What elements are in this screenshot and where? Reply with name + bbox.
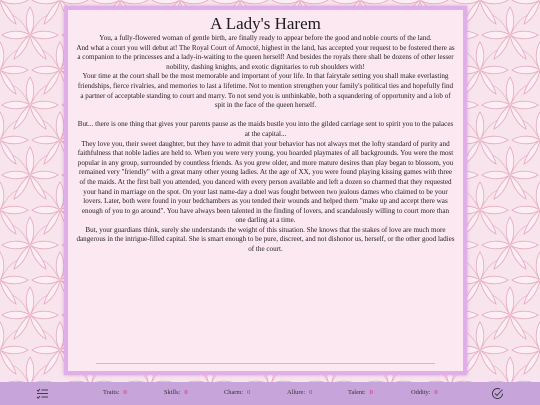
story-panel bbox=[64, 6, 467, 375]
stat-value: 0 bbox=[247, 389, 251, 396]
stat-label: Oddity: bbox=[411, 389, 431, 396]
stat-value: 0 bbox=[309, 389, 313, 396]
stat-label: Traits: bbox=[103, 389, 120, 396]
story-paragraph: They love you, their sweet daughter, but they have to admit that your behavior has not always met the lofty standard of purity and faithfulness that noble ladies are held to. When you were very young, you hoarded playmates of all backgrounds. You were the most popular in any group, surrounded by countless friends. As you grew older, and more mature desires than play began to blossom, you remained very "friendly" with a great many other young ladies. At the age of XX, you were found playing kissing games with three of the maids. At the first ball you attended, you danced with every person available and left a dozen so charmed that they requested your hand in marriage on the spot. On your last name-day a duel was fought between two jealous dames who claimed to be your lovers. Later, both were found in your bedchambers as you tended their wounds and helped them "make up and accept there was enough of you to go around". You have always been talented in the finding of lovers, and scandalously willing to court more than one darling at a time. bbox=[77, 139, 454, 225]
divider bbox=[96, 363, 435, 364]
stat-oddity bbox=[411, 389, 438, 396]
stats-bar bbox=[0, 382, 540, 405]
story-paragraph: You, a fully-flowered woman of gentle birth, are finally ready to appear before the good and noble courts of the land. bbox=[99, 34, 432, 42]
story-paragraph: Your time at the court shall be the most memorable and important of your life. In that fairytale setting you shall make everlasting friendships, fierce rivalries, and memories to last a lifetime. Not to mention strengthen your family's political ties and hopefully find a partner of acceptable standing to court and marry. To not send you is unthinkable, both a squandering of opportunity and a lob of spit in the face of the queen herself. bbox=[77, 72, 454, 110]
stat-label: Charm: bbox=[224, 389, 244, 396]
story-text bbox=[76, 34, 455, 255]
stat-label: Talent: bbox=[348, 389, 366, 396]
stat-value: 0 bbox=[123, 389, 127, 396]
story-paragraph: But, your guardians think, surely she understands the weight of this situation. She knows that the stakes of love are much more dangerous in the intrigue-filled capital. She is smart enough to be pure, discreet, and not dishonor us, herself, or the other good ladies of the court. bbox=[76, 225, 455, 254]
stat-value: 0 bbox=[184, 389, 188, 396]
stat-skills bbox=[164, 389, 188, 396]
story-paragraph: And what a court you will debut at! The Royal Court of Amocté, highest in the land, has accepted your request to be fostered there as a companion to the princesses and a lady-in-waiting to the queen herself! And besides the royals there shall be dozens of other lesser nobility, dashing knights, and exotic dignitaries to rub shoulders with! bbox=[76, 43, 455, 71]
story-paragraph: But... there is one thing that gives your parents pause as the maids bustle you into the gilded carriage sent to spirit you to the palaces at the capital... bbox=[77, 120, 454, 138]
stat-allure bbox=[287, 389, 312, 396]
stat-label: Allure: bbox=[287, 389, 306, 396]
check-circle-icon[interactable] bbox=[490, 386, 504, 400]
stat-traits bbox=[103, 389, 127, 396]
stat-value: 0 bbox=[434, 389, 438, 396]
stat-label: Skills: bbox=[164, 389, 181, 396]
stat-charm bbox=[224, 389, 250, 396]
page-title: A Lady's Harem bbox=[210, 14, 321, 33]
checklist-icon[interactable] bbox=[35, 386, 49, 400]
stat-talent bbox=[348, 389, 373, 396]
stat-value: 0 bbox=[369, 389, 373, 396]
